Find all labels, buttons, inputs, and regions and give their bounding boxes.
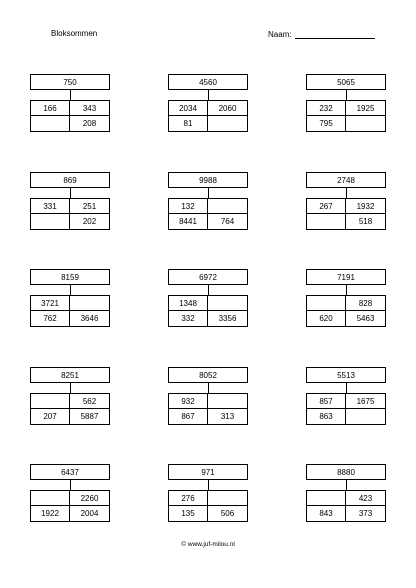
block-part-cell — [208, 491, 247, 506]
block-total: 869 — [30, 172, 110, 188]
block-part-cell — [346, 409, 385, 424]
number-block — [168, 172, 248, 230]
block-part-cell: 166 — [31, 101, 70, 116]
block-part-cell: 1348 — [169, 296, 208, 311]
block-parts-grid — [30, 490, 110, 522]
block-connector — [70, 188, 71, 198]
block-part-cell: 276 — [169, 491, 208, 506]
block-total: 8251 — [30, 367, 110, 383]
number-block — [30, 74, 110, 132]
name-label: Naam: — [268, 30, 292, 39]
block-connector — [208, 383, 209, 393]
block-part-cell: 202 — [82, 217, 97, 226]
block-total: 7191 — [306, 269, 386, 285]
block-part-cell: 863 — [307, 409, 346, 424]
block-part-cell: 1925 — [346, 101, 385, 116]
block-part-cell: 562 — [70, 394, 109, 409]
block-parts-grid — [168, 490, 248, 522]
block-part-cell: 423 — [346, 491, 385, 506]
number-block — [168, 269, 248, 327]
block-part-cell: 764 — [220, 217, 235, 226]
block-parts-grid — [168, 100, 248, 132]
block-part-cell: 795 — [307, 116, 346, 131]
block-part-cell: 932 — [169, 394, 208, 409]
block-part-cell: 1675 — [346, 394, 385, 409]
block-parts-grid — [30, 100, 110, 132]
number-block — [306, 269, 386, 327]
block-connector — [346, 383, 347, 393]
number-block — [30, 464, 110, 522]
block-parts-grid — [306, 100, 386, 132]
block-connector — [208, 480, 209, 490]
number-block — [168, 74, 248, 132]
block-part-cell: 843 — [307, 506, 346, 521]
block-connector — [70, 480, 71, 490]
block-connector — [208, 188, 209, 198]
number-block — [168, 367, 248, 425]
block-connector — [346, 188, 347, 198]
block-part-cell: 506 — [220, 509, 235, 518]
block-total: 750 — [30, 74, 110, 90]
block-total: 8052 — [168, 367, 248, 383]
block-connector — [346, 285, 347, 295]
block-total: 5513 — [306, 367, 386, 383]
block-part-cell: 373 — [358, 509, 373, 518]
block-parts-grid — [30, 295, 110, 327]
block-part-cell: 331 — [31, 199, 70, 214]
number-block — [306, 172, 386, 230]
block-part-cell — [307, 296, 346, 311]
block-total: 5065 — [306, 74, 386, 90]
block-part-cell — [31, 116, 70, 131]
block-part-cell: 208 — [82, 119, 97, 128]
number-block — [306, 464, 386, 522]
block-part-cell: 1932 — [346, 199, 385, 214]
footer-credit: © www.juf-milou.nl — [181, 541, 235, 548]
block-part-cell: 313 — [220, 412, 235, 421]
block-parts-grid — [306, 393, 386, 425]
block-total: 6437 — [30, 464, 110, 480]
number-block — [30, 172, 110, 230]
block-part-cell: 3721 — [31, 296, 70, 311]
name-blank-line — [295, 29, 375, 39]
block-part-cell: 332 — [169, 311, 208, 326]
block-part-cell: 135 — [169, 506, 208, 521]
number-block — [30, 269, 110, 327]
block-part-cell — [208, 394, 247, 409]
block-part-cell: 620 — [307, 311, 346, 326]
block-part-cell: 343 — [70, 101, 109, 116]
block-part-cell — [31, 394, 70, 409]
block-part-cell — [70, 296, 109, 311]
number-block — [168, 464, 248, 522]
block-parts-grid — [168, 295, 248, 327]
block-connector — [70, 285, 71, 295]
block-parts-grid — [168, 198, 248, 230]
block-connector — [70, 383, 71, 393]
number-block — [30, 367, 110, 425]
block-parts-grid — [168, 393, 248, 425]
block-part-cell — [208, 116, 247, 131]
block-part-cell: 251 — [70, 199, 109, 214]
block-part-cell: 867 — [169, 409, 208, 424]
block-total: 4560 — [168, 74, 248, 90]
block-total: 9988 — [168, 172, 248, 188]
block-part-cell — [307, 491, 346, 506]
block-part-cell: 232 — [307, 101, 346, 116]
block-total: 6972 — [168, 269, 248, 285]
block-part-cell: 857 — [307, 394, 346, 409]
block-part-cell: 8441 — [169, 214, 208, 229]
block-part-cell: 518 — [358, 217, 373, 226]
block-connector — [208, 90, 209, 100]
block-connector — [346, 480, 347, 490]
block-part-cell — [31, 214, 70, 229]
block-part-cell: 3356 — [218, 314, 237, 323]
block-part-cell: 2060 — [208, 101, 247, 116]
block-connector — [346, 90, 347, 100]
block-part-cell: 762 — [31, 311, 70, 326]
block-part-cell: 207 — [31, 409, 70, 424]
page-title: Bloksommen — [51, 29, 98, 38]
block-parts-grid — [306, 490, 386, 522]
block-part-cell: 1922 — [31, 506, 70, 521]
block-part-cell: 5463 — [356, 314, 375, 323]
block-part-cell — [307, 214, 346, 229]
block-total: 8159 — [30, 269, 110, 285]
block-total: 8880 — [306, 464, 386, 480]
block-part-cell: 2034 — [169, 101, 208, 116]
block-parts-grid — [30, 393, 110, 425]
block-part-cell: 2260 — [70, 491, 109, 506]
number-block — [306, 74, 386, 132]
block-parts-grid — [30, 198, 110, 230]
block-part-cell — [31, 491, 70, 506]
block-part-cell: 132 — [169, 199, 208, 214]
block-part-cell: 3646 — [80, 314, 99, 323]
name-field — [268, 29, 375, 39]
block-connector — [70, 90, 71, 100]
number-block — [306, 367, 386, 425]
block-part-cell: 828 — [346, 296, 385, 311]
block-part-cell: 5887 — [80, 412, 99, 421]
block-connector — [208, 285, 209, 295]
block-part-cell — [208, 199, 247, 214]
block-part-cell — [208, 296, 247, 311]
block-part-cell — [346, 116, 385, 131]
block-part-cell: 267 — [307, 199, 346, 214]
block-part-cell: 81 — [169, 116, 208, 131]
block-total: 2748 — [306, 172, 386, 188]
block-part-cell: 2004 — [80, 509, 99, 518]
block-total: 971 — [168, 464, 248, 480]
block-parts-grid — [306, 295, 386, 327]
block-parts-grid — [306, 198, 386, 230]
